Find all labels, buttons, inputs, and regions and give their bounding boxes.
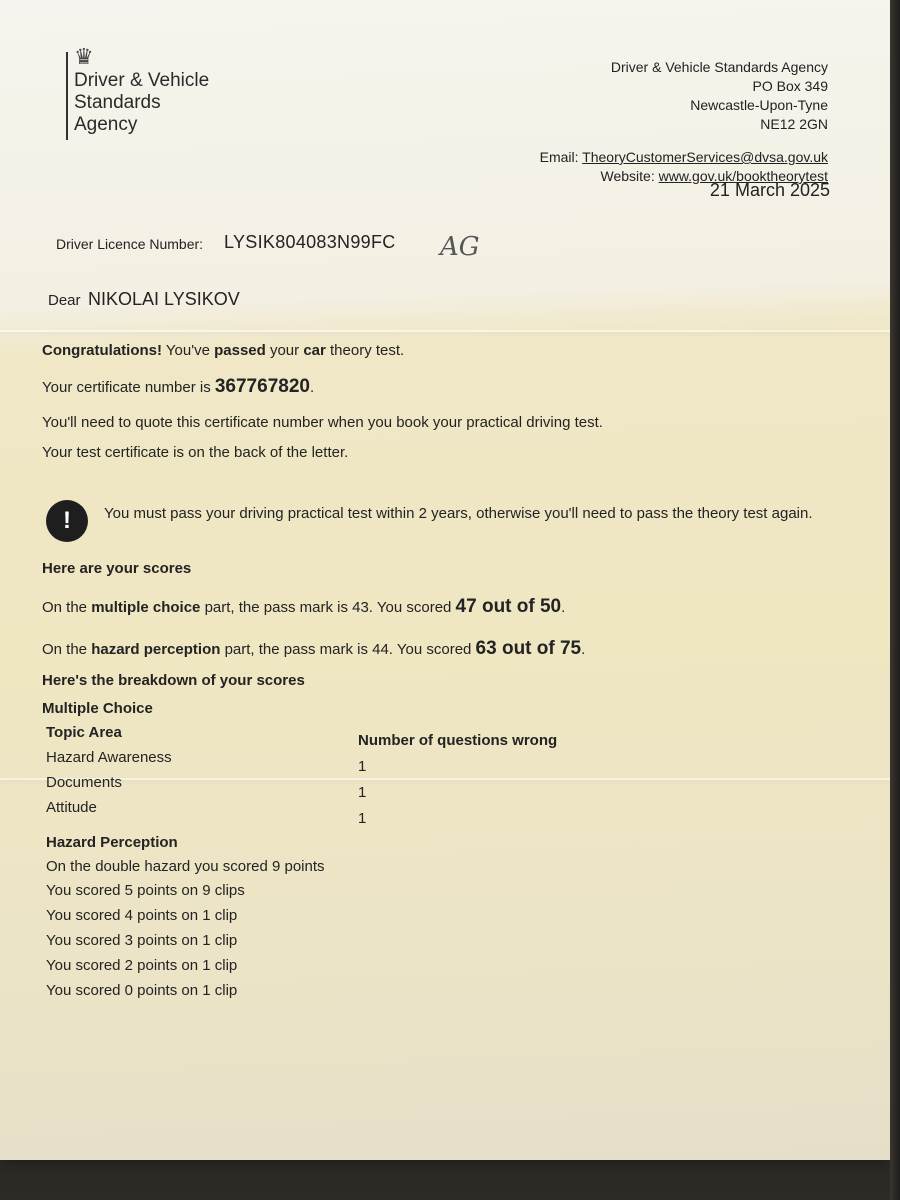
- topic-wrong-count: 1: [358, 758, 367, 775]
- text: your: [265, 342, 304, 359]
- hazard-perception-score: [42, 638, 585, 660]
- certificate-label: Your certificate number is: [42, 379, 215, 396]
- paper-fold-line: [0, 330, 890, 332]
- text: On the: [42, 641, 92, 658]
- topic-name: Attitude: [46, 799, 97, 816]
- topic-name: Documents: [46, 774, 122, 791]
- topic-wrong-count: 1: [358, 810, 367, 827]
- hazard-line: You scored 4 points on 1 clip: [46, 907, 238, 924]
- agency-logo: [74, 70, 209, 136]
- questions-wrong-header: Number of questions wrong: [358, 732, 558, 749]
- greeting-label: Dear: [48, 292, 81, 309]
- text: .: [309, 379, 315, 396]
- recipient-name: NIKOLAI LYSIKOV: [88, 289, 240, 309]
- website-label: Website:: [600, 168, 655, 184]
- part-name: hazard perception: [91, 641, 221, 658]
- website-link[interactable]: www.gov.uk/booktheorytest: [658, 168, 828, 184]
- hazard-line: You scored 5 points on 9 clips: [46, 882, 245, 899]
- royal-crest-icon: ♛: [74, 44, 94, 69]
- text: .: [581, 641, 586, 658]
- address-line: NE12 2GN: [760, 116, 828, 132]
- certificate-back-note: Your test certificate is on the back of the letter.: [42, 444, 349, 461]
- logo-line: Driver & Vehicle: [74, 70, 210, 91]
- multiple-choice-heading: Multiple Choice: [42, 700, 153, 717]
- background-edge: [890, 0, 900, 1200]
- hazard-line: You scored 2 points on 1 clip: [46, 957, 238, 974]
- email-link[interactable]: TheoryCustomerServices@dvsa.gov.uk: [582, 149, 828, 165]
- sender-address: [540, 58, 828, 186]
- licence-number: LYSIK804083N99FC: [224, 232, 396, 252]
- score-value: 63 out of 75: [475, 638, 582, 659]
- topic-area-header: Topic Area: [46, 724, 122, 741]
- text: part, the pass mark is 44. You scored: [220, 641, 476, 658]
- hazard-perception-heading: Hazard Perception: [46, 834, 178, 851]
- address-line: Driver & Vehicle Standards Agency: [610, 59, 828, 75]
- address-line: PO Box 349: [752, 78, 828, 94]
- handwritten-initials: AG: [440, 232, 480, 262]
- logo-line: Standards: [74, 92, 161, 113]
- text: On the: [42, 599, 92, 616]
- part-name: multiple choice: [91, 599, 201, 616]
- address-line: Newcastle-Upon-Tyne: [690, 97, 828, 113]
- text: theory test.: [325, 342, 405, 359]
- hazard-line: You scored 0 points on 1 clip: [46, 982, 238, 999]
- warning-text: You must pass your driving practical test within 2 years, otherwise you'll need to pass the theory test again.: [104, 505, 813, 522]
- email-label: Email:: [539, 149, 579, 165]
- score-value: 47 out of 50: [455, 596, 562, 617]
- licence-label: Driver Licence Number:: [56, 236, 204, 252]
- email-row: [540, 148, 828, 167]
- certificate-line: [42, 376, 314, 398]
- text: part, the pass mark is 43. You scored: [200, 599, 456, 616]
- text: You've: [162, 342, 215, 359]
- passed-text: passed: [214, 342, 266, 359]
- quote-instruction: You'll need to quote this certificate number when you book your practical driving test.: [42, 414, 603, 431]
- car-text: car: [303, 342, 326, 359]
- hazard-line: On the double hazard you scored 9 points: [46, 858, 325, 875]
- congrats-text: Congratulations!: [42, 342, 162, 359]
- paper-fold-line: [0, 778, 890, 780]
- certificate-number: 367767820: [214, 376, 310, 397]
- letter-date: 21 March 2025: [709, 180, 830, 200]
- scores-heading: Here are your scores: [42, 560, 192, 577]
- topic-name: Hazard Awareness: [46, 749, 172, 766]
- pass-statement: [42, 342, 404, 359]
- hazard-line: You scored 3 points on 1 clip: [46, 932, 238, 949]
- exclamation-icon: !: [46, 500, 88, 542]
- text: .: [561, 599, 566, 616]
- breakdown-heading: Here's the breakdown of your scores: [42, 672, 305, 689]
- logo-line: Agency: [74, 114, 138, 135]
- topic-wrong-count: 1: [358, 784, 367, 801]
- logo-divider: [66, 52, 68, 140]
- multiple-choice-score: [42, 596, 565, 618]
